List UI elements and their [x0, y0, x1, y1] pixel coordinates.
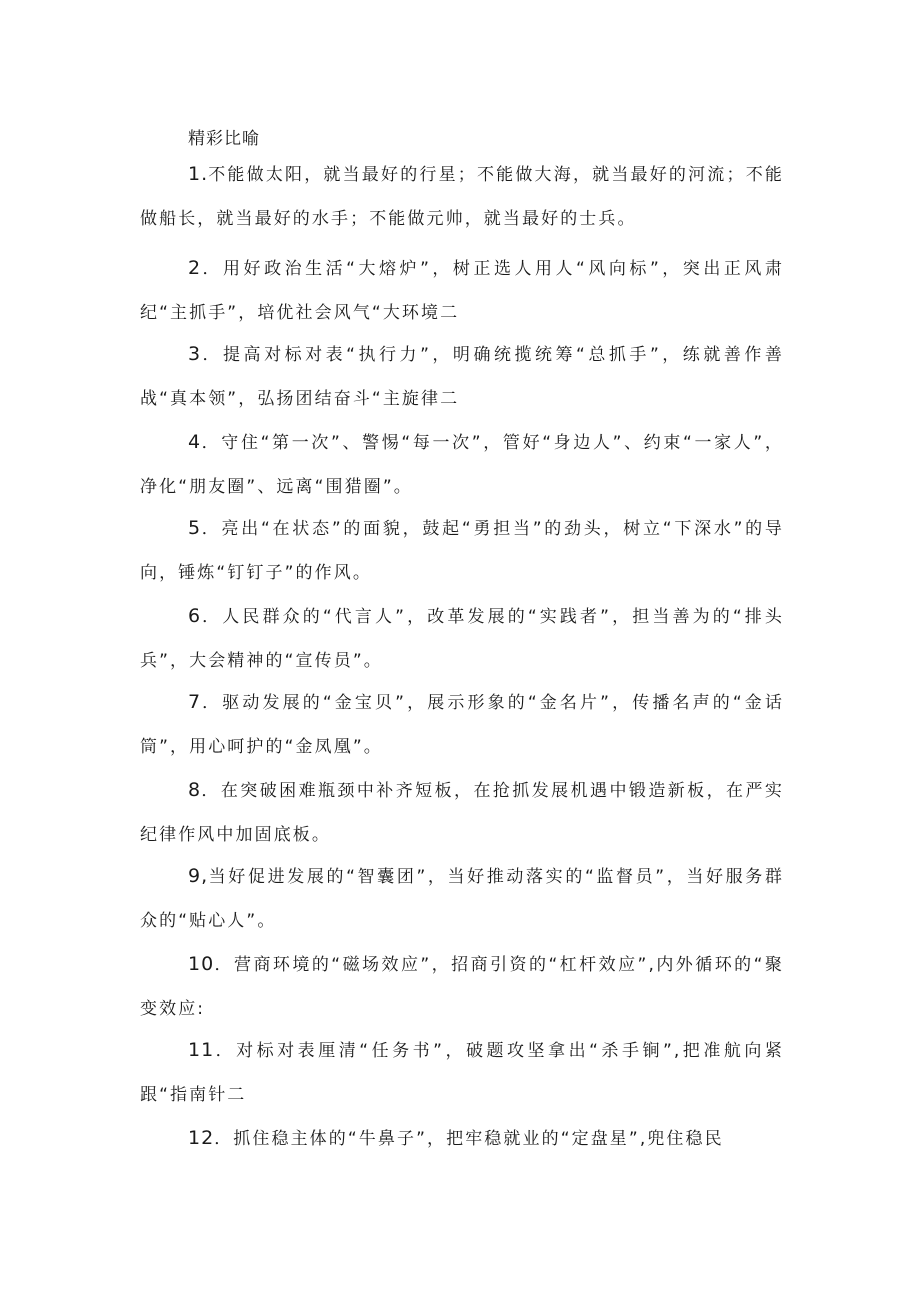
item-number: 2: [188, 257, 202, 279]
list-item: [140, 332, 784, 421]
item-text: ．守住“第一次”、警惕“每一次”，管好“身边人”、约束“一家人”，净化“朋友圈”、远离“围猎圈”。: [140, 433, 784, 497]
list-item: [140, 246, 784, 335]
item-number: 4: [188, 431, 202, 453]
list-item: [140, 854, 784, 943]
item-text: ．用好政治生活“大熔炉”，树正选人用人“风向标”，突出正风肃纪“主抓手”，培优社会风气“大环境二: [140, 259, 784, 323]
item-text: ．营商环境的“磁场效应”，招商引资的“杠杆效应”,内外循环的“聚变效应:: [140, 955, 784, 1019]
item-number: 12: [188, 1127, 215, 1149]
item-text: ．在突破困难瓶颈中补齐短板，在抢抓发展机遇中锻造新板，在严实纪律作风中加固底板。: [140, 781, 784, 845]
item-text: ．驱动发展的“金宝贝”，展示形象的“金名片”，传播名声的“金话筒”，用心呵护的“金凤凰”。: [140, 693, 784, 757]
list-item: [140, 680, 784, 769]
item-text: ．提高对标对表“执行力”，明确统揽统筹“总抓手”，练就善作善战“真本领”，弘扬团结奋斗“主旋律二: [140, 345, 784, 409]
document-title: 精彩比喻: [188, 129, 260, 149]
list-item: [140, 594, 784, 683]
item-text: 当好促进发展的“智囊团”，当好推动落实的“监督员”，当好服务群众的“贴心人”。: [140, 867, 784, 931]
item-number: 5: [188, 517, 202, 539]
list-item: [140, 1028, 784, 1117]
item-number: 7: [188, 691, 202, 713]
item-text: ．亮出“在状态”的面貌，鼓起“勇担当”的劲头，树立“下深水”的导向，锤炼“钉钉子”的作风。: [140, 519, 784, 583]
item-number: 1.: [188, 163, 209, 185]
item-number: 9,: [188, 865, 209, 887]
item-number: 3: [188, 343, 202, 365]
list-item: [140, 942, 784, 1031]
item-text: 不能做太阳，就当最好的行星；不能做大海，就当最好的河流；不能做船长，就当最好的水手；不能做元帅，就当最好的士兵。: [140, 165, 784, 229]
item-text: ．人民群众的“代言人”，改革发展的“实践者”，担当善为的“排头兵”，大会精神的“宣传员”。: [140, 607, 784, 671]
item-number: 6: [188, 605, 202, 627]
list-item: [140, 420, 784, 509]
item-number: 8: [188, 779, 202, 801]
list-item: [140, 1116, 784, 1161]
item-text: ．对标对表厘清“任务书”，破题攻坚拿出“杀手锏”,把准航向紧跟“指南针二: [140, 1041, 784, 1105]
list-item: [140, 768, 784, 857]
list-item: [140, 506, 784, 595]
list-item: [140, 152, 784, 241]
item-number: 11: [188, 1039, 215, 1061]
item-number: 10: [188, 953, 215, 975]
item-text: ．抓住稳主体的“牛鼻子”，把牢稳就业的“定盘星”,兜住稳民: [214, 1129, 724, 1149]
